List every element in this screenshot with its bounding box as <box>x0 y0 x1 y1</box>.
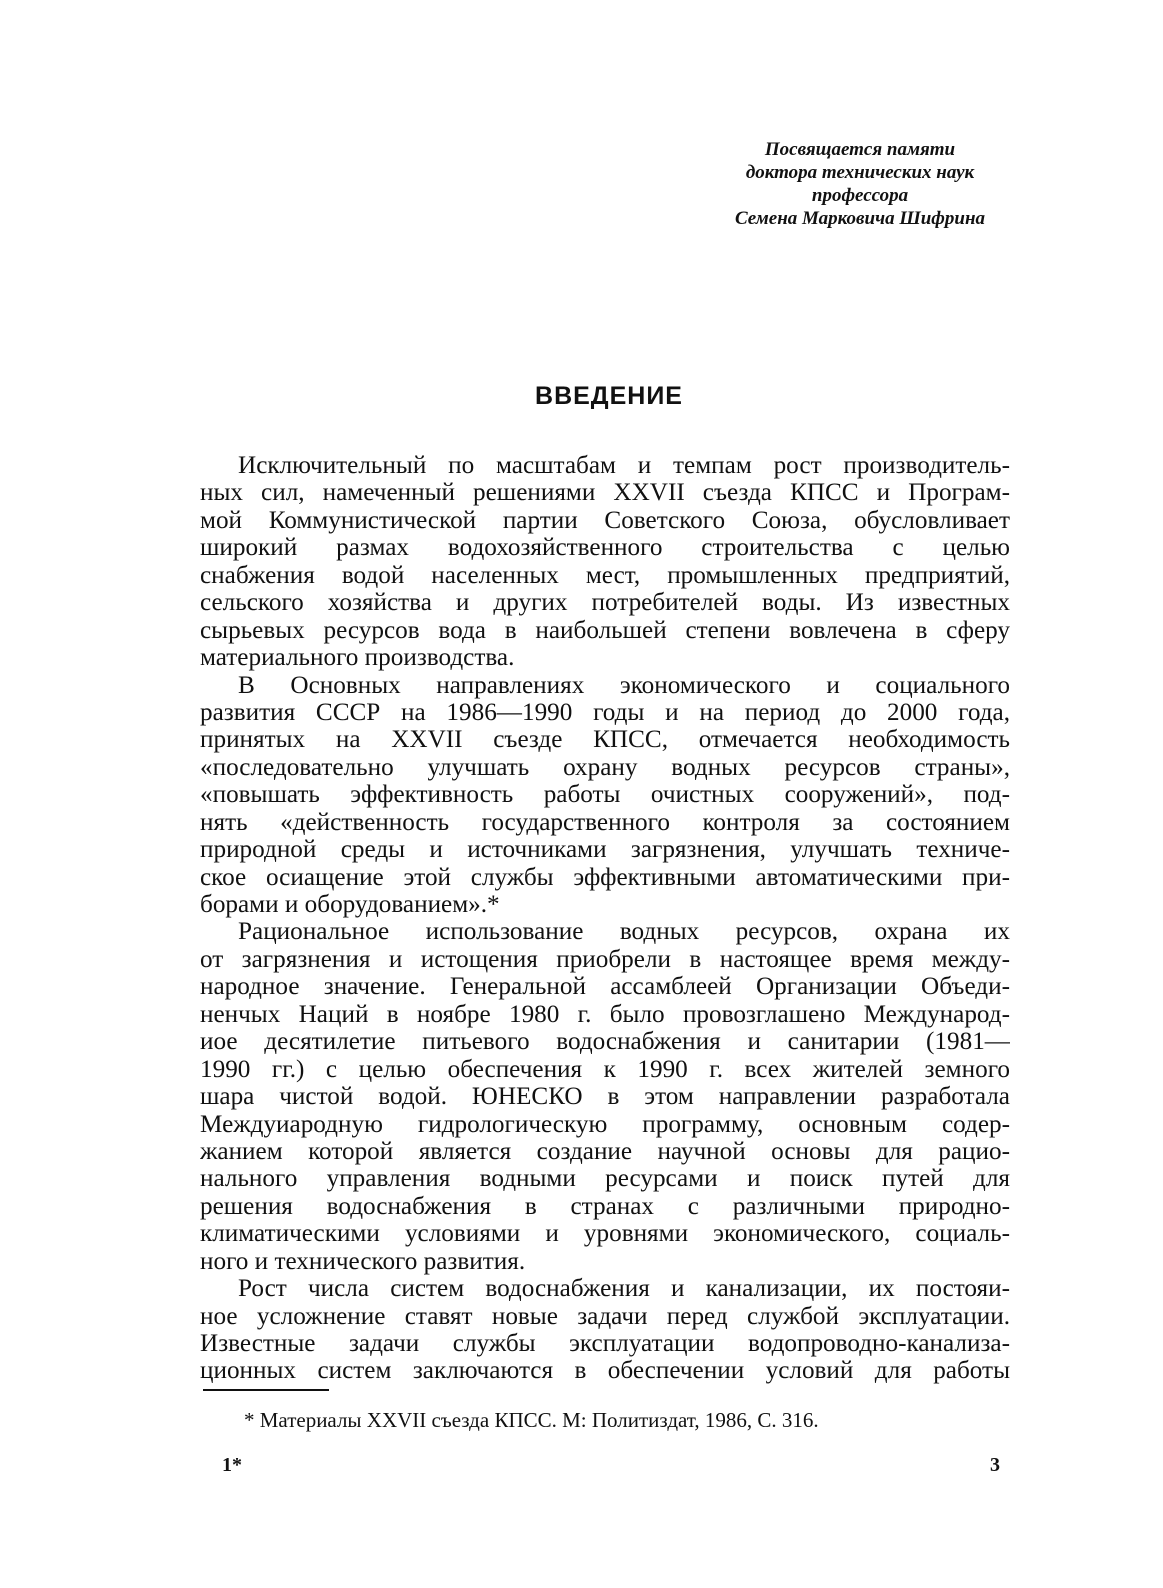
text-line: В Основных направлениях экономического и социального <box>238 671 1010 699</box>
text-line: ское осиащение этой службы эффективными автоматическими при- <box>200 863 1010 891</box>
text-line: иое десятилетие питьевого водоснабжения и санитарии (1981— <box>200 1028 1010 1056</box>
dedication-line: Семена Марковича Шифрина <box>735 208 985 229</box>
text-line: сырьевых ресурсов вода в наибольшей степени вовлечена в сферу <box>200 616 1010 644</box>
text-line: от загрязнения и истощения приобрели в настоящее время между- <box>200 945 1010 973</box>
text-line: широкий размах водохозяйственного строительства с целью <box>200 534 1010 562</box>
text-line: сельского хозяйства и других потребителей воды. Из известных <box>200 589 1010 617</box>
text-line: Рациональное использование водных ресурсов, охрана их <box>238 918 1010 946</box>
dedication-line: профессора <box>811 185 909 206</box>
text-line: материального производства. <box>200 644 515 672</box>
text-line: 1990 гг.) с целью обеспечения к 1990 г. всех жителей земного <box>200 1055 1010 1083</box>
footnote-divider <box>203 1389 329 1391</box>
text-line: ненчых Наций в ноябре 1980 г. было провозглашено Международ- <box>200 1000 1010 1028</box>
text-line: природной среды и источниками загрязнения, улучшать техниче- <box>200 836 1010 864</box>
text-line: Междуиародную гидрологическую программу, основным содер- <box>200 1110 1010 1138</box>
text-line: решения водоснабжения в странах с различными природно- <box>200 1192 1010 1220</box>
text-line: климатическими условиями и уровнями экономического, социаль- <box>200 1220 1010 1248</box>
text-line: народное значение. Генеральной ассамблеей Организации Объеди- <box>200 973 1010 1001</box>
text-line: борами и оборудованием».* <box>200 891 500 918</box>
dedication <box>700 138 1020 230</box>
text-line: мой Коммунистической партии Советского Союза, обусловливает <box>200 506 1010 534</box>
text-line: Известные задачи службы эксплуатации водопроводно-канализа- <box>200 1330 1010 1357</box>
footnote: * Материалы XXVII съезда КПСС. М: Политиздат, 1986, С. 316. <box>244 1408 819 1432</box>
dedication-line: Посвящается памяти <box>764 139 956 160</box>
text-line: шара чистой водой. ЮНЕСКО в этом направлении разработала <box>200 1083 1010 1111</box>
text-line: жанием которой является создание научной основы для рацио- <box>200 1137 1010 1165</box>
page-number: 3 <box>990 1454 1000 1476</box>
text-line: нять «действенность государственного контроля за состоянием <box>200 808 1010 836</box>
text-line: ного и технического развития. <box>200 1247 526 1275</box>
text-line: ное усложнение ставят новые задачи перед службой эксплуатации. <box>200 1302 1010 1330</box>
text-line: нального управления водными ресурсами и поиск путей для <box>200 1165 1010 1193</box>
text-line: Рост числа систем водоснабжения и канализации, их постояи- <box>238 1275 1010 1303</box>
text-line: «последовательно улучшать охрану водных ресурсов страны», <box>200 753 1010 781</box>
printer-signature-mark: 1* <box>222 1454 242 1476</box>
chapter-title: ВВЕДЕНИЕ <box>535 382 683 410</box>
dedication-line: доктора технических наук <box>745 162 975 183</box>
text-line: снабжения водой населенных мест, промышленных предприятий, <box>200 561 1010 589</box>
text-line: Исключительный по масштабам и темпам рост производитель- <box>238 452 1010 479</box>
text-line: «повышать эффективность работы очистных сооружений», под- <box>200 781 1010 809</box>
text-line: ционных систем заключаются в обеспечении условий для работы <box>200 1357 1010 1385</box>
text-line: принятых на XXVII съезде КПСС, отмечается необходимость <box>200 726 1010 754</box>
text-line: развития СССР на 1986—1990 годы и на период до 2000 года, <box>200 698 1010 726</box>
text-line: ных сил, намеченный решениями XXVII съезда КПСС и Програм- <box>200 479 1010 507</box>
body-text <box>200 452 1010 1385</box>
